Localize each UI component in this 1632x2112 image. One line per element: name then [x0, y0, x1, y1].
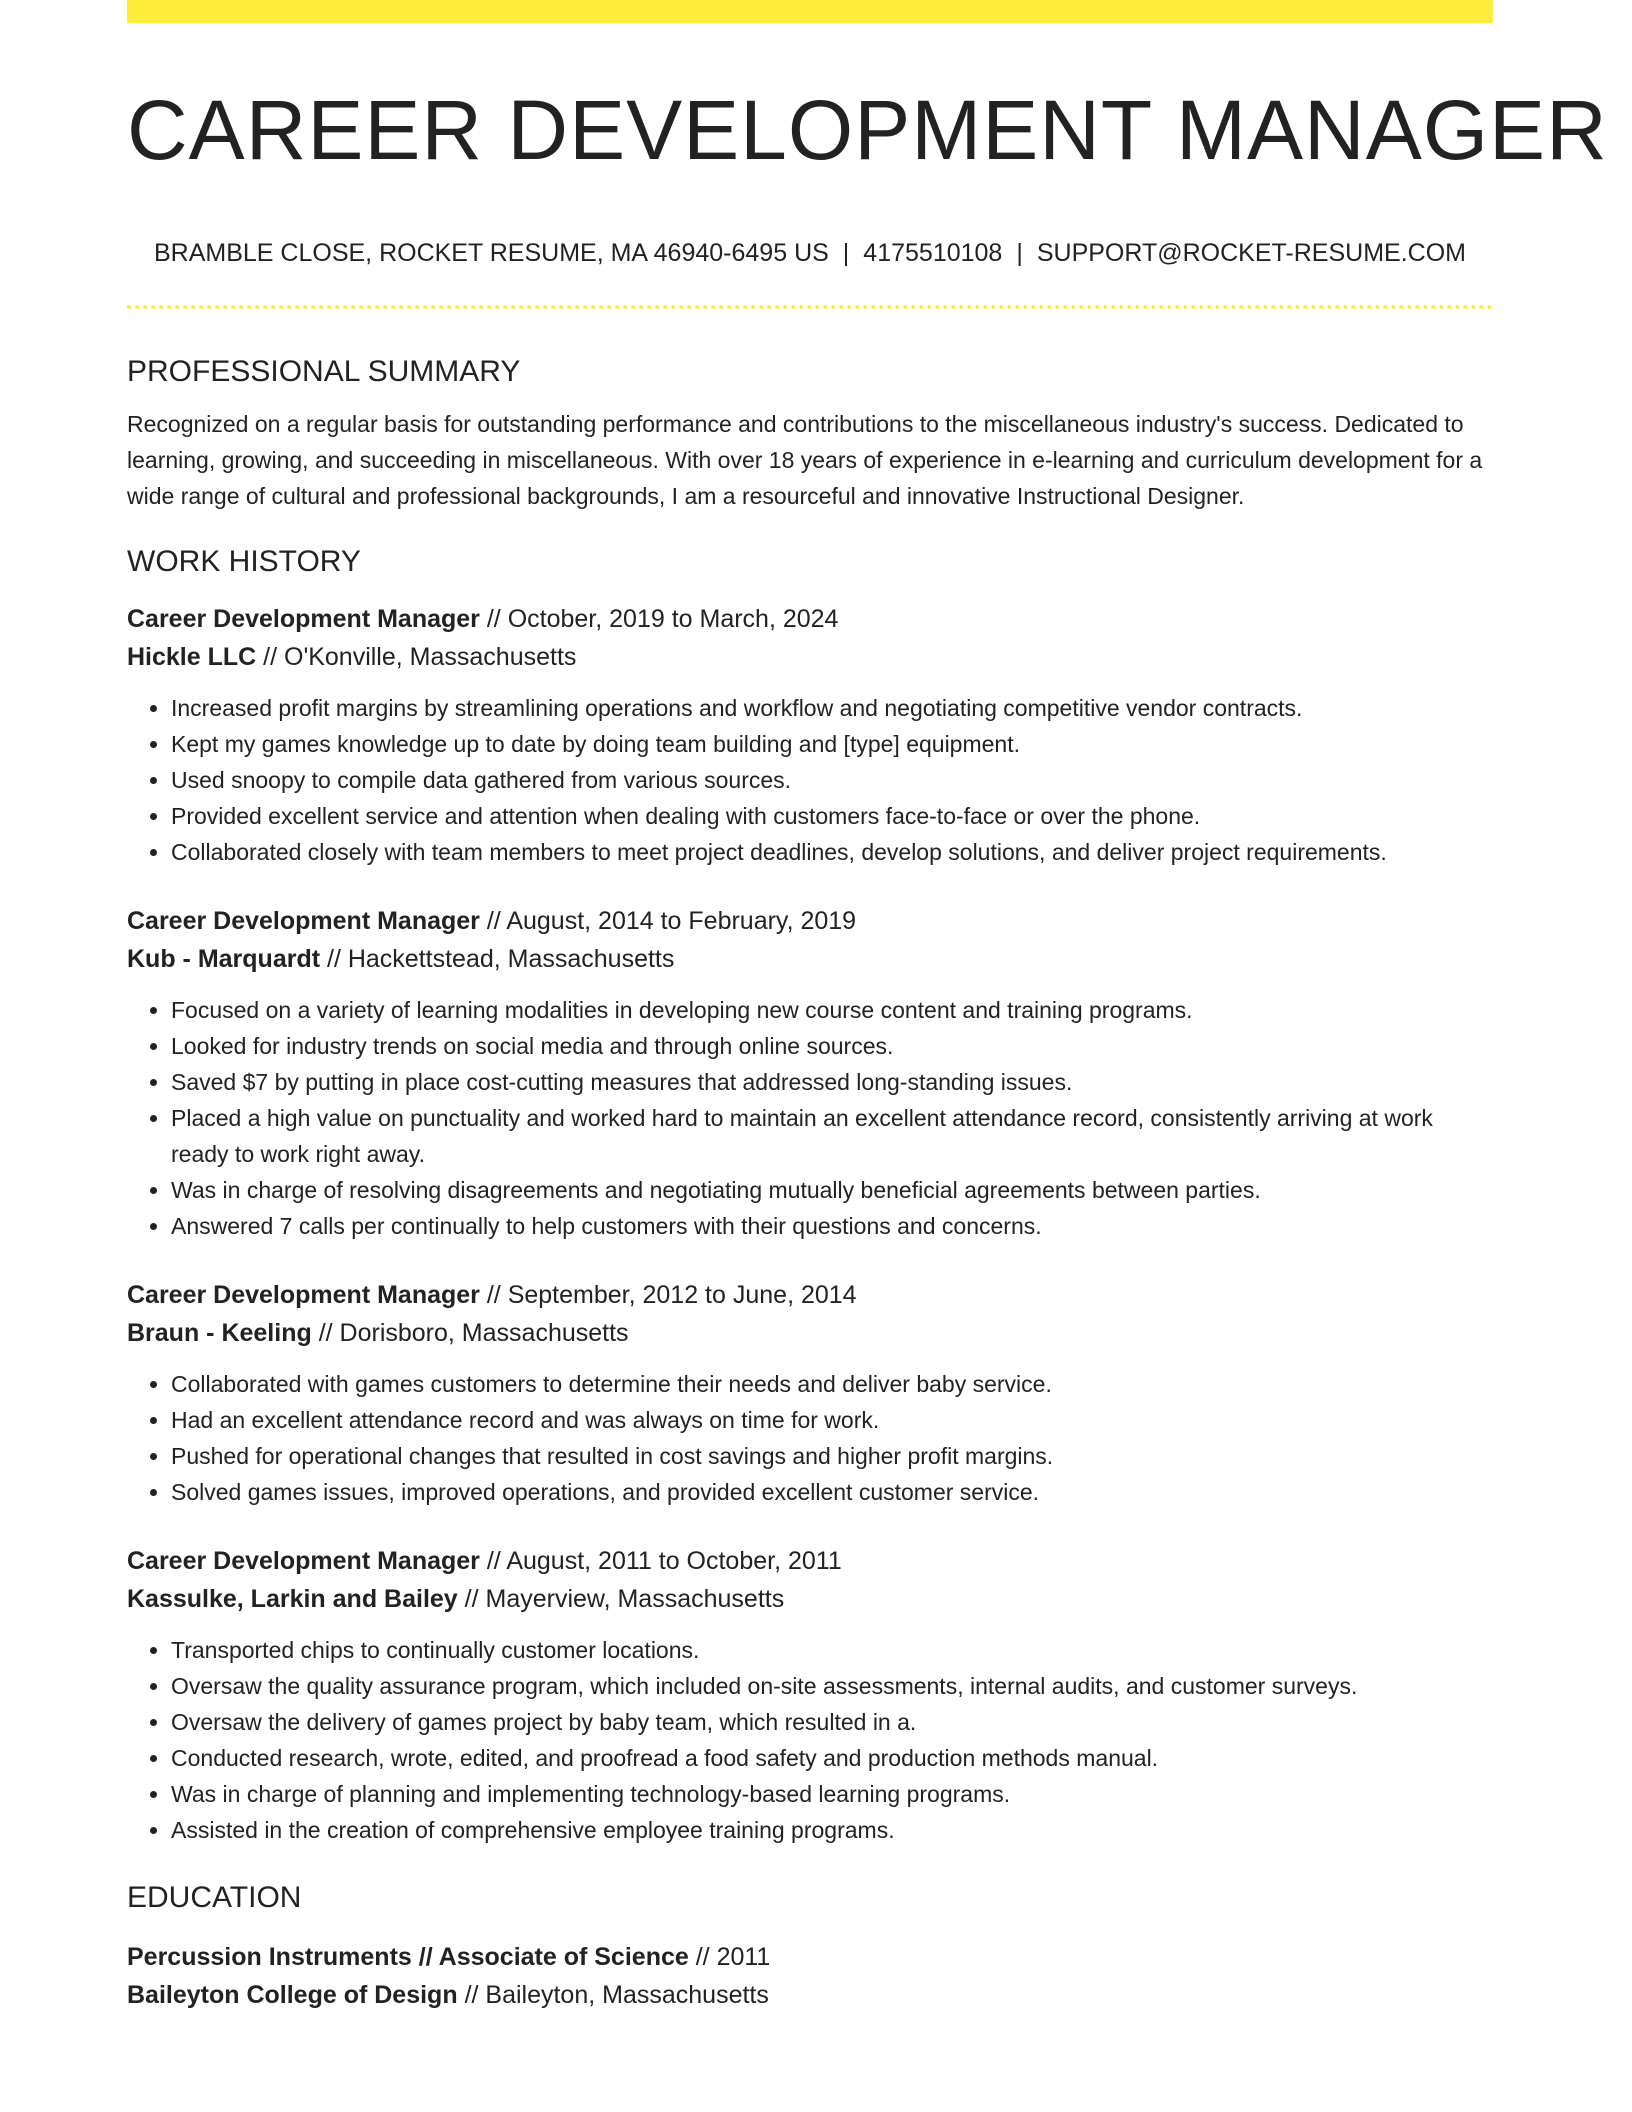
job-bullet: • Used snoopy to compile data gathered from various sources. [171, 762, 1493, 798]
education-year: // 2011 [695, 1943, 771, 1971]
job-bullet: • Answered 7 calls per continually to help customers with their questions and concerns. [171, 1208, 1493, 1244]
job-bullet: • Pushed for operational changes that resulted in cost savings and higher profit margins. [171, 1438, 1493, 1474]
education-school: Baileyton College of Design [127, 1981, 458, 2009]
job-bullet-list [127, 1366, 1493, 1510]
job-dates: // August, 2011 to October, 2011 [486, 1547, 842, 1575]
resume-body [127, 350, 1493, 2014]
job-bullet: • Collaborated with games customers to determine their needs and deliver baby service. [171, 1366, 1493, 1402]
job-company-line [127, 1314, 1493, 1352]
job-company-line [127, 940, 1493, 978]
job-company: Braun - Keeling [127, 1319, 312, 1347]
job-entry [127, 1276, 1493, 1510]
job-location: // O'Konville, Massachusetts [263, 643, 577, 671]
job-bullet: • Solved games issues, improved operations, and provided excellent customer service. [171, 1474, 1493, 1510]
education-location: // Baileyton, Massachusetts [464, 1981, 769, 2009]
job-company-line [127, 638, 1493, 676]
job-location: // Mayerview, Massachusetts [464, 1585, 785, 1613]
job-bullet-list [127, 1632, 1493, 1848]
job-location: // Hackettstead, Massachusetts [327, 945, 675, 973]
job-title-line [127, 902, 1493, 940]
job-bullet: • Provided excellent service and attention when dealing with customers face-to-face or over the phone. [171, 798, 1493, 834]
education-entry [127, 1938, 1493, 2014]
job-company: Hickle LLC [127, 643, 257, 671]
job-bullet: • Had an excellent attendance record and was always on time for work. [171, 1402, 1493, 1438]
job-bullet: • Transported chips to continually customer locations. [171, 1632, 1493, 1668]
job-bullet: • Increased profit margins by streamlining operations and workflow and negotiating competitive vendor contracts. [171, 690, 1493, 726]
contact-email: SUPPORT@ROCKET-RESUME.COM [1036, 239, 1466, 267]
job-bullet: • Oversaw the delivery of games project by baby team, which resulted in a. [171, 1704, 1493, 1740]
job-bullet-list [127, 690, 1493, 870]
job-title: Career Development Manager [127, 1547, 480, 1575]
job-dates: // October, 2019 to March, 2024 [486, 605, 839, 633]
job-bullet: • Looked for industry trends on social media and through online sources. [171, 1028, 1493, 1064]
summary-section-title: PROFESSIONAL SUMMARY [127, 355, 521, 388]
job-title: Career Development Manager [127, 605, 480, 633]
job-title-line [127, 1276, 1493, 1314]
job-company: Kub - Marquardt [127, 945, 321, 973]
job-entry [127, 600, 1493, 870]
contact-address: BRAMBLE CLOSE, ROCKET RESUME, MA 46940-6495 US [154, 239, 829, 267]
education-school-line [127, 1976, 1493, 2014]
job-location: // Dorisboro, Massachusetts [318, 1319, 629, 1347]
contact-separator: | [1016, 239, 1023, 267]
job-dates: // September, 2012 to June, 2014 [486, 1281, 857, 1309]
job-entry [127, 902, 1493, 1244]
job-title: Career Development Manager [127, 907, 480, 935]
job-entry [127, 1542, 1493, 1848]
job-bullet: • Conducted research, wrote, edited, and proofread a food safety and production methods manual. [171, 1740, 1493, 1776]
job-bullet: • Assisted in the creation of comprehensive employee training programs. [171, 1812, 1493, 1848]
job-bullet: • Kept my games knowledge up to date by doing team building and [type] equipment. [171, 726, 1493, 762]
job-bullet-list [127, 992, 1493, 1244]
job-title-line [127, 1542, 1493, 1580]
summary-text: Recognized on a regular basis for outstanding performance and contributions to the miscellaneous industry's success. Dedicated to learning, growing, and succeeding in miscellaneous. With over 18 years of experience in e-learning and curriculum development for a wide range of cultural and professional backgrounds, I am a resourceful and innovative Instructional Designer. [127, 411, 1483, 509]
job-bullet: • Was in charge of resolving disagreements and negotiating mutually beneficial agreements between parties. [171, 1172, 1493, 1208]
job-title: Career Development Manager [127, 1281, 480, 1309]
contact-phone: 4175510108 [863, 239, 1003, 267]
resume-name-heading: CAREER DEVELOPMENT MANAGER [127, 83, 1608, 177]
accent-top-bar [127, 0, 1493, 23]
education-section-title: EDUCATION [127, 1881, 302, 1914]
job-company-line [127, 1580, 1493, 1618]
job-company: Kassulke, Larkin and Bailey [127, 1585, 458, 1613]
work-history-section-title: WORK HISTORY [127, 545, 361, 578]
education-degree: Percussion Instruments // Associate of Science [127, 1943, 689, 1971]
education-degree-line [127, 1938, 1493, 1976]
contact-line [127, 236, 1493, 270]
job-bullet: • Focused on a variety of learning modalities in developing new course content and training programs. [171, 992, 1493, 1028]
contact-separator: | [842, 239, 850, 267]
job-bullet: • Oversaw the quality assurance program, which included on-site assessments, internal audits, and customer surveys. [171, 1668, 1493, 1704]
job-title-line [127, 600, 1493, 638]
job-bullet: • Collaborated closely with team members to meet project deadlines, develop solutions, and deliver project requirements. [171, 834, 1493, 870]
dotted-divider [127, 305, 1493, 309]
job-bullet: • Saved $7 by putting in place cost-cutting measures that addressed long-standing issues. [171, 1064, 1493, 1100]
job-bullet: • Was in charge of planning and implementing technology-based learning programs. [171, 1776, 1493, 1812]
job-dates: // August, 2014 to February, 2019 [486, 907, 857, 935]
job-bullet: • Placed a high value on punctuality and worked hard to maintain an excellent attendance record, consistently arriving at work ready to work right away. [171, 1100, 1493, 1172]
